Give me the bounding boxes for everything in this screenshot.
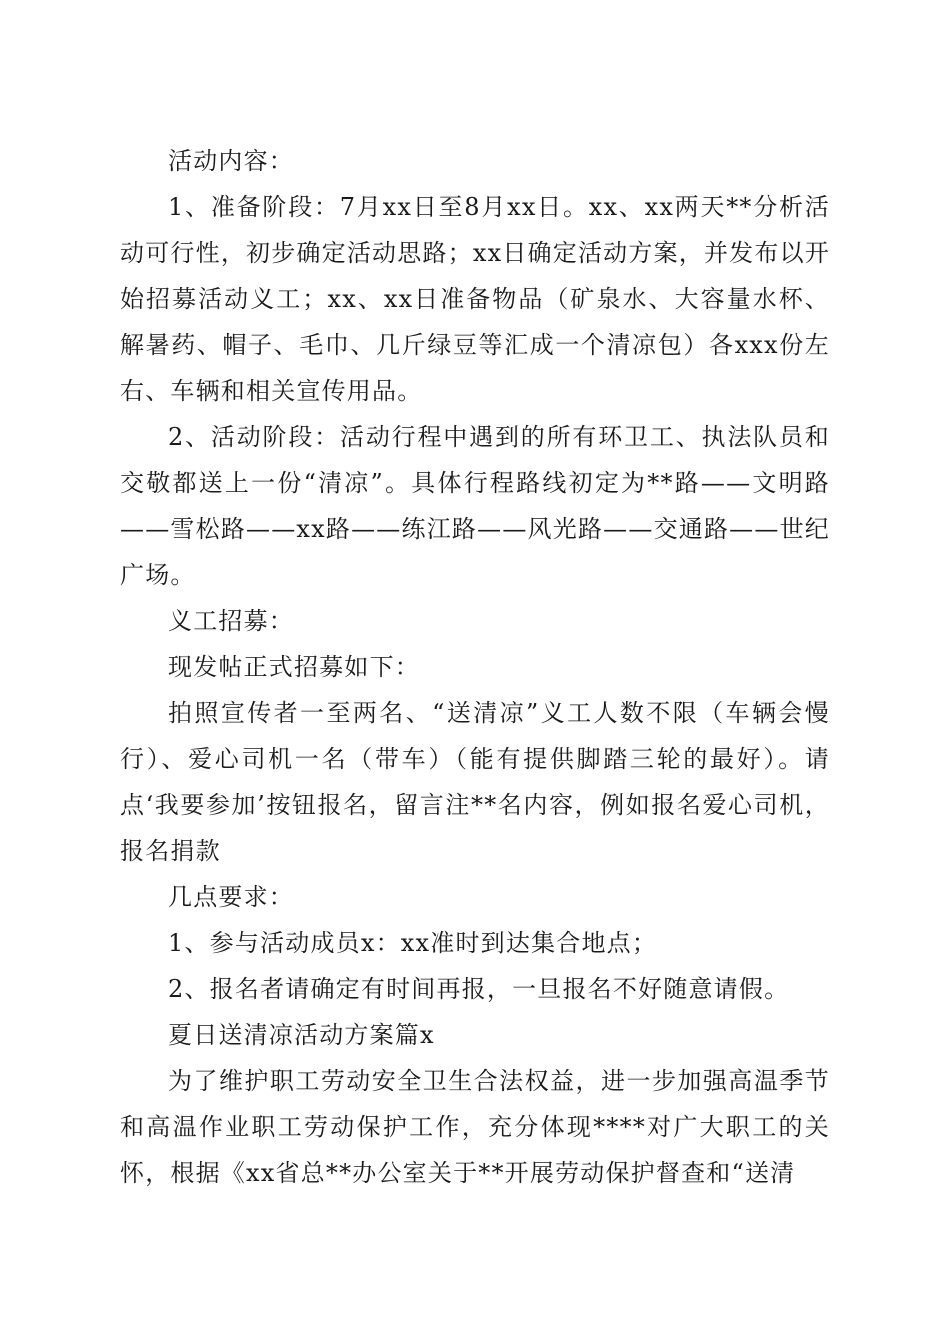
requirement-item-1: 1、参与活动成员x：xx准时到达集合地点；	[168, 929, 658, 957]
document-body	[120, 138, 830, 1196]
paragraph-recruitment-intro: 现发帖正式招募如下：	[168, 653, 420, 681]
paragraph-recruitment-details: 拍照宣传者一至两名、“送清凉”义工人数不限（车辆会慢行）、爱心司机一名（带车）（能有提供脚踏三轮的最好）。请点‘我要参加’按钮报名，留言注**名内容，例如报名爱心司机，报名捐款	[120, 699, 830, 865]
section-title-plan-x: 夏日送清凉活动方案篇x	[168, 1021, 435, 1049]
section-heading-volunteer-recruitment: 义工招募：	[168, 607, 294, 635]
paragraph-activity-stage: 2、活动阶段：活动行程中遇到的所有环卫工、执法队员和交敬都送上一份“清凉”。具体行程路线初定为**路——文明路——雪松路——xx路——练江路——风光路——交通路——世纪广场。	[120, 423, 830, 589]
requirement-item-2: 2、报名者请确定有时间再报，一旦报名不好随意请假。	[168, 975, 790, 1003]
paragraph-plan-intro: 为了维护职工劳动安全卫生合法权益，进一步加强高温季节和高温作业职工劳动保护工作，充分体现****对广大职工的关怀，根据《xx省总**办公室关于**开展劳动保护督查和“送清	[120, 1067, 830, 1187]
section-heading-activity-content: 活动内容：	[168, 147, 294, 175]
section-heading-requirements: 几点要求：	[168, 883, 294, 911]
paragraph-preparation-stage: 1、准备阶段：7月xx日至8月xx日。xx、xx两天**分析活动可行性，初步确定活动思路；xx日确定活动方案，并发布以开始招募活动义工；xx、xx日准备物品（矿泉水、大容量水杯、解暑药、帽子、毛巾、几斤绿豆等汇成一个清凉包）各xxx份左右、车辆和相关宣传用品。	[120, 193, 830, 405]
